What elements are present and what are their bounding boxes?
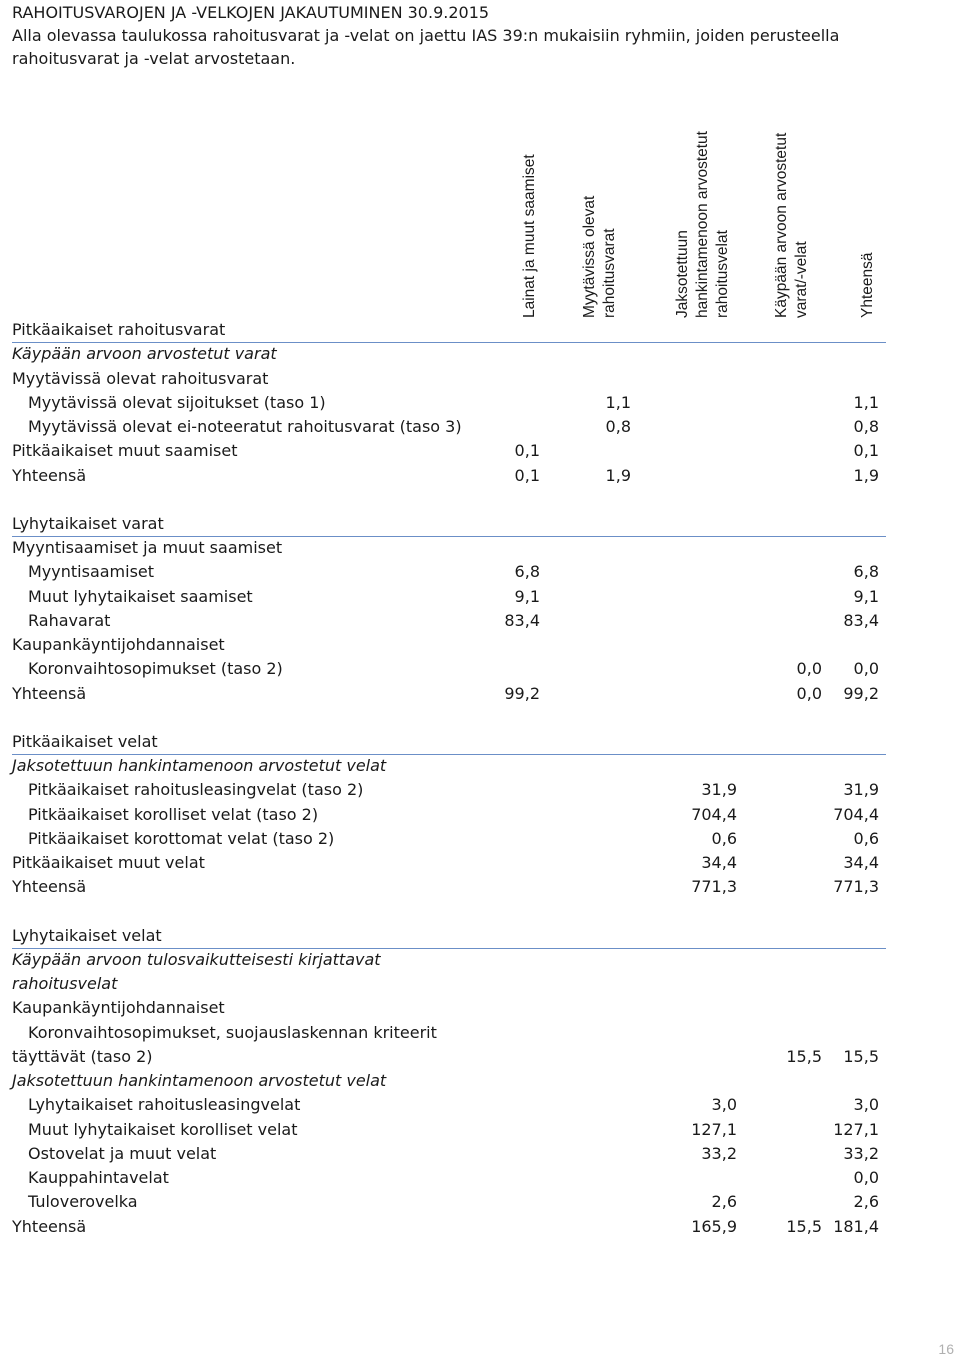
cell-value: 2,6: [711, 1192, 737, 1212]
row-label: Pitkäaikaiset muut velat: [12, 853, 205, 872]
table-row: [0, 464, 960, 488]
table-row: [0, 827, 960, 851]
row-label: Pitkäaikaiset rahoitusvarat: [12, 320, 226, 339]
cell-value: 0,8: [605, 417, 631, 436]
cell-value: 704,4: [691, 804, 737, 824]
row-label: rahoitusvelat: [12, 974, 118, 993]
table-row: [0, 875, 960, 899]
cell-value: 99,2: [843, 683, 879, 703]
row-label: Myytävissä olevat sijoitukset (taso 1): [28, 392, 326, 412]
intro-text: Alla olevassa taulukossa rahoitusvarat ja -velat on jaettu IAS 39:n mukaisiin ryhmiin, joiden perusteella rahoitusvarat ja -velat arvostetaan.: [12, 26, 840, 68]
row-label: Kaupankäyntijohdannaiset: [12, 998, 225, 1018]
column-header-1: [520, 154, 540, 318]
cell-value: 3,0: [853, 1095, 879, 1115]
row-label: Käypään arvoon tulosvaikutteisesti kirjattavat: [12, 949, 381, 969]
column-header-line: Käypään arvoon arvostetut: [773, 132, 790, 318]
table-row: [0, 1166, 960, 1190]
row-label: Jaksotettuun hankintamenoon arvostetut velat: [12, 1071, 387, 1090]
title-block: [12, 2, 942, 70]
cell-value: 99,2: [504, 683, 540, 703]
table-row: [0, 609, 960, 633]
cell-value: 15,5: [786, 1046, 822, 1066]
table-row: [0, 633, 960, 657]
table-row: [0, 1190, 960, 1214]
row-label: Myytävissä olevat ei-noteeratut rahoitusvarat (taso 3): [28, 417, 462, 436]
cell-value: 83,4: [843, 610, 879, 630]
column-header-line: Yhteensä: [859, 252, 876, 318]
column-header-4: [772, 133, 812, 318]
table-row: [0, 1069, 960, 1093]
row-label: Kauppahintavelat: [28, 1168, 169, 1187]
cell-value: 0,0: [853, 659, 879, 679]
cell-value: 34,4: [843, 853, 879, 872]
row-label: Rahavarat: [28, 610, 111, 630]
table-row: [0, 682, 960, 706]
cell-value: 165,9: [691, 1216, 737, 1236]
row-label: Käypään arvoon arvostetut varat: [12, 344, 277, 364]
table-row: [0, 512, 960, 536]
row-label: Pitkäaikaiset rahoitusleasingvelat (taso 2): [28, 780, 364, 800]
row-label: Myytävissä olevat rahoitusvarat: [12, 368, 269, 388]
table-row: [0, 972, 960, 996]
column-header-line: Myytävissä olevat: [581, 195, 598, 318]
column-header-line: Lainat ja muut saamiset: [521, 154, 538, 318]
row-label: Koronvaihtosopimukset, suojauslaskennan kriteerit: [28, 1022, 437, 1042]
row-label: Kaupankäyntijohdannaiset: [12, 635, 225, 654]
cell-value: 1,1: [853, 392, 879, 412]
row-label: Lyhytaikaiset rahoitusleasingvelat: [28, 1095, 301, 1115]
table-row: [0, 1118, 960, 1142]
cell-value: 34,4: [701, 853, 737, 872]
row-label: Pitkäaikaiset velat: [12, 731, 158, 751]
table-row: [0, 391, 960, 415]
column-header-line: varat/-velat: [793, 241, 810, 318]
cell-value: 0,6: [711, 828, 737, 848]
row-label: täyttävät (taso 2): [12, 1046, 153, 1066]
row-label: Koronvaihtosopimukset (taso 2): [28, 659, 283, 679]
cell-value: 0,0: [853, 1168, 879, 1187]
row-label: Muut lyhytaikaiset saamiset: [28, 586, 253, 606]
column-header-line: rahoitusvelat: [714, 230, 731, 318]
table-row: [0, 803, 960, 827]
cell-value: 6,8: [514, 562, 540, 582]
cell-value: 3,0: [711, 1095, 737, 1115]
cell-value: 127,1: [691, 1119, 737, 1139]
row-label: Ostovelat ja muut velat: [28, 1143, 217, 1163]
table-row: [0, 1093, 960, 1117]
cell-value: 1,9: [605, 465, 631, 485]
cell-value: 0,1: [514, 441, 540, 461]
table-row: [0, 1215, 960, 1239]
row-label: Pitkäaikaiset korolliset velat (taso 2): [28, 804, 319, 824]
cell-value: 1,1: [605, 392, 631, 412]
table-row: [0, 851, 960, 875]
row-label: Lyhytaikaiset varat: [12, 513, 164, 533]
cell-value: 771,3: [833, 877, 879, 897]
table-row: [0, 778, 960, 802]
cell-value: 0,6: [853, 828, 879, 848]
column-header-5: [858, 253, 878, 319]
column-header-line: rahoitusvarat: [601, 228, 618, 318]
cell-value: 0,0: [796, 659, 822, 679]
table-row: [0, 585, 960, 609]
cell-value: 15,5: [786, 1216, 822, 1236]
row-label: Yhteensä: [12, 465, 87, 485]
table-row: [0, 415, 960, 439]
cell-value: 33,2: [843, 1143, 879, 1163]
row-label: Myyntisaamiset ja muut saamiset: [12, 538, 283, 557]
table-row: [0, 730, 960, 754]
table-row: [0, 1142, 960, 1166]
cell-value: 0,1: [514, 465, 540, 485]
cell-value: 1,9: [853, 465, 879, 485]
table-row: [0, 367, 960, 391]
table-row: [0, 754, 960, 778]
row-label: Muut lyhytaikaiset korolliset velat: [28, 1119, 298, 1139]
cell-value: 15,5: [843, 1046, 879, 1066]
cell-value: 127,1: [833, 1119, 879, 1139]
column-header-line: Jaksotettuun: [674, 230, 691, 318]
cell-value: 2,6: [853, 1192, 879, 1212]
table-row: [0, 996, 960, 1020]
column-header-2: [580, 196, 620, 318]
row-label: Yhteensä: [12, 877, 87, 897]
row-label: Tuloverovelka: [28, 1192, 138, 1212]
cell-value: 9,1: [853, 586, 879, 606]
row-label: Jaksotettuun hankintamenoon arvostetut velat: [12, 756, 387, 775]
table-row: [0, 1045, 960, 1069]
cell-value: 181,4: [833, 1216, 879, 1236]
cell-value: 6,8: [853, 562, 879, 582]
cell-value: 31,9: [843, 780, 879, 800]
table-row: [0, 439, 960, 463]
row-label: Yhteensä: [12, 683, 87, 703]
cell-value: 31,9: [701, 780, 737, 800]
column-header-3: [673, 131, 733, 318]
cell-value: 83,4: [504, 610, 540, 630]
table-row: [0, 657, 960, 681]
row-label: Pitkäaikaiset muut saamiset: [12, 441, 238, 461]
row-label: Yhteensä: [12, 1216, 87, 1236]
table-row: [0, 1021, 960, 1045]
row-label: Lyhytaikaiset velat: [12, 925, 162, 945]
cell-value: 33,2: [701, 1143, 737, 1163]
table-row: [0, 536, 960, 560]
table-row: [0, 948, 960, 972]
table-row: [0, 318, 960, 342]
cell-value: 0,8: [853, 417, 879, 436]
cell-value: 0,1: [853, 441, 879, 461]
column-header-line: hankintamenoon arvostetut: [694, 131, 711, 318]
table-row: [0, 924, 960, 948]
cell-value: 771,3: [691, 877, 737, 897]
table-row: [0, 560, 960, 584]
cell-value: 0,0: [796, 683, 822, 703]
page-title: RAHOITUSVAROJEN JA -VELKOJEN JAKAUTUMINEN 30.9.2015: [12, 3, 490, 22]
page-number: 16: [938, 1341, 954, 1357]
row-label: Pitkäaikaiset korottomat velat (taso 2): [28, 828, 335, 848]
row-label: Myyntisaamiset: [28, 562, 155, 582]
table-row: [0, 342, 960, 366]
cell-value: 9,1: [514, 586, 540, 606]
cell-value: 704,4: [833, 804, 879, 824]
